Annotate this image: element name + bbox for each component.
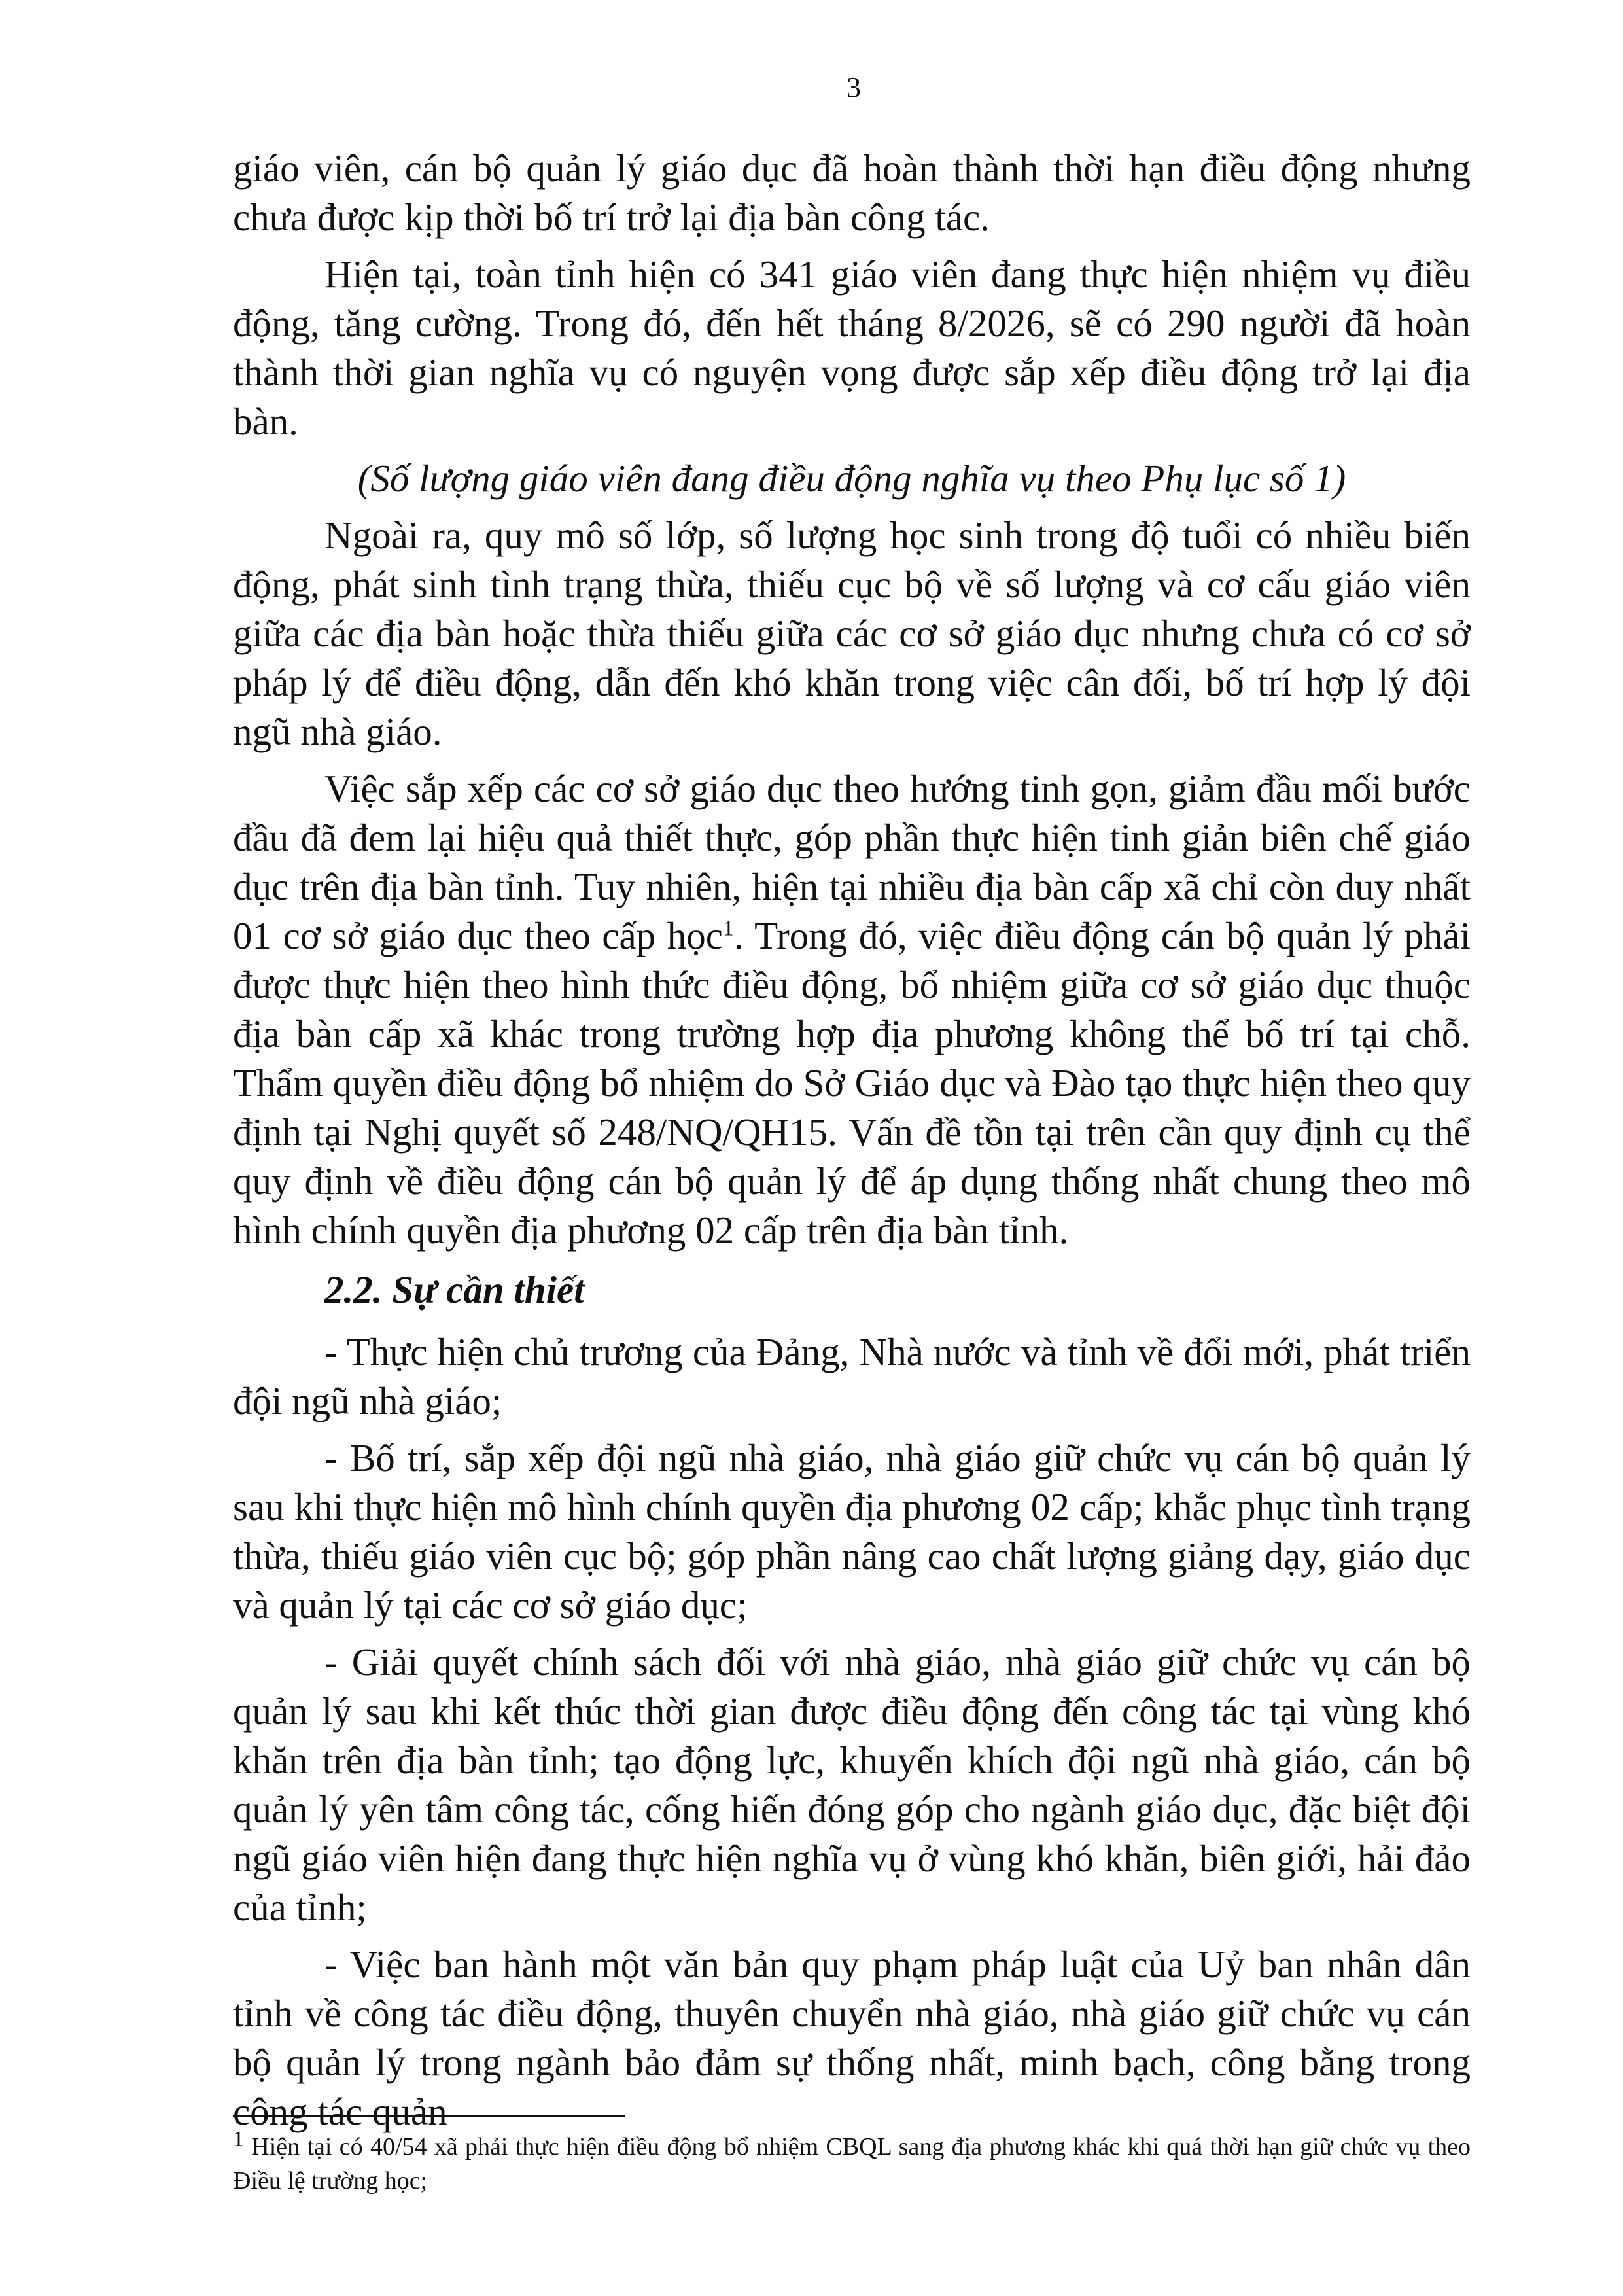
bullet-item: - Thực hiện chủ trương của Đảng, Nhà nước và tỉnh về đổi mới, phát triển đội ngũ nhà giáo; bbox=[233, 1330, 1471, 1422]
footnote-text: Hiện tại có 40/54 xã phải thực hiện điều động bổ nhiệm CBQL sang địa phương khác khi quá thời hạn giữ chức vụ theo Điều lệ trường học; bbox=[233, 2133, 1471, 2195]
bullet-item: - Việc ban hành một văn bản quy phạm pháp luật của Uỷ ban nhân dân tỉnh về công tác điều động, thuyên chuyển nhà giáo, nhà giáo giữ chức vụ cán bộ quản lý trong ngành bảo đảm sự thống nhất, minh bạch, công bằng trong công tác quản bbox=[233, 1943, 1471, 2133]
paragraph-text: Việc sắp xếp các cơ sở giáo dục theo hướng tinh gọn, giảm đầu mối bước đầu đã đem lại hiệu quả thiết thực, góp phần thực hiện tinh giản biên chế giáo dục trên địa bàn tỉnh. Tuy nhiên, hiện tại nhiều địa bàn cấp xã chỉ còn duy nhất 01 cơ sở giáo dục theo cấp học bbox=[233, 767, 1471, 957]
paragraph: giáo viên, cán bộ quản lý giáo dục đã hoàn thành thời hạn điều động nhưng chưa được kịp thời bố trí trở lại địa bàn công tác. bbox=[233, 147, 1471, 239]
footnote-reference: 1 bbox=[722, 916, 734, 941]
appendix-reference: (Số lượng giáo viên đang điều động nghĩa vụ theo Phụ lục số 1) bbox=[357, 457, 1346, 500]
footnote-marker: 1 bbox=[233, 2127, 244, 2151]
section-heading: 2.2. Sự cần thiết bbox=[324, 1268, 585, 1311]
footnote bbox=[233, 2127, 1471, 2198]
page-number: 3 bbox=[846, 71, 861, 103]
paragraph: Việc sắp xếp các cơ sở giáo dục theo hướng tinh gọn, giảm đầu mối bước đầu đã đem lại hiệu quả thiết thực, góp phần thực hiện tinh giản biên chế giáo dục trên địa bàn tỉnh. Tuy nhiên, hiện tại nhiều địa bàn cấp xã chỉ còn duy nhất 01 cơ sở giáo dục theo cấp học$^1$. Trong đó, việc điều động cán bộ quản lý phải được thực hiện theo hình thức điều động, bổ nhiệm giữa cơ sở giáo dục thuộc địa bàn cấp xã khác trong trường hợp địa phương không thể bố trí tại chỗ. Thẩm quyền điều động bổ nhiệm do Sở Giáo dục và Đào tạo thực hiện theo quy định tại Nghị quyết số 248/NQ/QH15. Vấn đề tồn tại trên cần quy định cụ thể quy định về điều động cán bộ quản lý để áp dụng thống nhất chung theo mô hình chính quyền địa phương 02 cấp trên địa bàn tỉnh. bbox=[233, 767, 1471, 1252]
bullet-item: - Bố trí, sắp xếp đội ngũ nhà giáo, nhà giáo giữ chức vụ cán bộ quản lý sau khi thực hiện mô hình chính quyền địa phương 02 cấp; khắc phục tình trạng thừa, thiếu giáo viên cục bộ; góp phần nâng cao chất lượng giảng dạy, giáo dục và quản lý tại các cơ sở giáo dục; bbox=[233, 1436, 1471, 1627]
footnote-separator bbox=[233, 2115, 625, 2117]
document-body bbox=[233, 144, 1471, 2144]
bullet-item: - Giải quyết chính sách đối với nhà giáo, nhà giáo giữ chức vụ cán bộ quản lý sau khi kết thúc thời gian được điều động đến công tác tại vùng khó khăn trên địa bàn tỉnh; tạo động lực, khuyến khích đội ngũ nhà giáo, cán bộ quản lý yên tâm công tác, cống hiến đóng góp cho ngành giáo dục, đặc biệt đội ngũ giáo viên hiện đang thực hiện nghĩa vụ ở vùng khó khăn, biên giới, hải đảo của tỉnh; bbox=[233, 1640, 1471, 1929]
paragraph: Ngoài ra, quy mô số lớp, số lượng học sinh trong độ tuổi có nhiều biến động, phát sinh tình trạng thừa, thiếu cục bộ về số lượng và cơ cấu giáo viên giữa các địa bàn hoặc thừa thiếu giữa các cơ sở giáo dục nhưng chưa có cơ sở pháp lý để điều động, dẫn đến khó khăn trong việc cân đối, bố trí hợp lý đội ngũ nhà giáo. bbox=[233, 514, 1471, 753]
paragraph-text: Trong đó, việc điều động cán bộ quản lý phải được thực hiện theo hình thức điều động, bổ nhiệm giữa cơ sở giáo dục thuộc địa bàn cấp xã khác trong trường hợp địa phương không thể bố trí tại chỗ. Thẩm quyền điều động bổ nhiệm do Sở Giáo dục và Đào tạo thực hiện theo quy định tại Nghị quyết số 248/NQ/QH15. Vấn đề tồn tại trên cần quy định cụ thể quy định về điều động cán bộ quản lý để áp dụng thống nhất chung theo mô hình chính quyền địa phương 02 cấp trên địa bàn tỉnh. bbox=[233, 914, 1471, 1252]
paragraph: Hiện tại, toàn tỉnh hiện có 341 giáo viên đang thực hiện nhiệm vụ điều động, tăng cường. Trong đó, đến hết tháng 8/2026, sẽ có 290 người đã hoàn thành thời gian nghĩa vụ có nguyện vọng được sắp xếp điều động trở lại địa bàn. bbox=[233, 253, 1471, 443]
